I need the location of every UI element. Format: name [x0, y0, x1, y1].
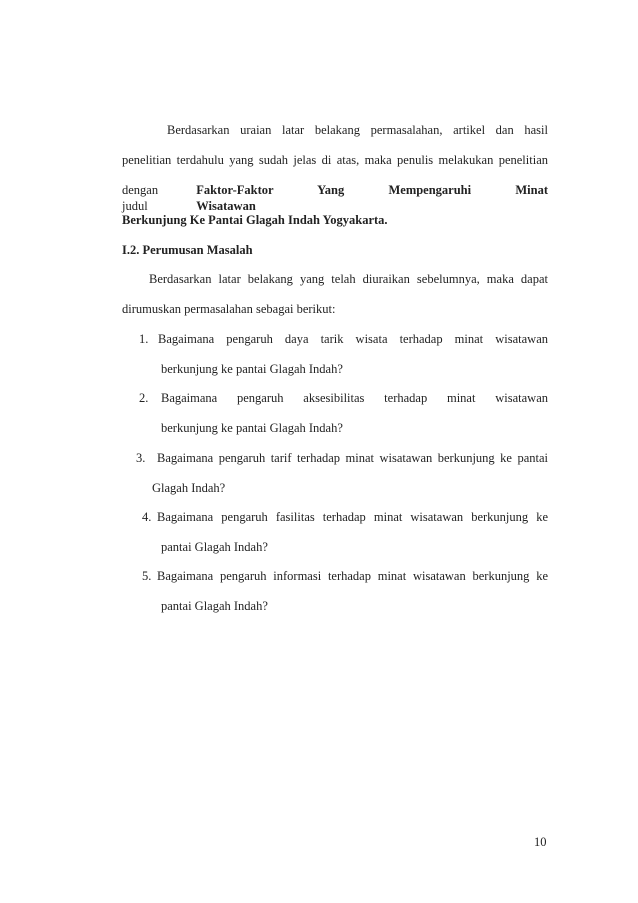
question-4-line1: Bagaimana pengaruh fasilitas terhadap minat wisatawan berkunjung ke	[157, 510, 548, 524]
section-heading: I.2. Perumusan Masalah	[122, 243, 253, 257]
question-2-line1: Bagaimana pengaruh aksesibilitas terhadap minat wisatawan	[161, 391, 548, 405]
question-4-number: 4.	[142, 510, 152, 524]
question-1-line2: berkunjung ke pantai Glagah Indah?	[161, 362, 343, 376]
paragraph1-line3-plain: dengan judul	[122, 183, 159, 213]
section-intro-line1: Berdasarkan latar belakang yang telah diuraikan sebelumnya, maka dapat	[149, 272, 548, 286]
question-1-line1: Bagaimana pengaruh daya tarik wisata terhadap minat wisatawan	[158, 332, 548, 346]
question-1-number: 1.	[139, 332, 149, 346]
section-intro-line2: dirumuskan permasalahan sebagai berikut:	[122, 302, 336, 316]
question-5-line1: Bagaimana pengaruh informasi terhadap minat wisatawan berkunjung ke	[157, 569, 548, 583]
question-3-line1: Bagaimana pengaruh tarif terhadap minat wisatawan berkunjung ke pantai	[157, 451, 548, 465]
question-2-number: 2.	[139, 391, 149, 405]
paragraph1-line3	[122, 182, 548, 214]
question-5-number: 5.	[142, 569, 152, 583]
question-2-line2: berkunjung ke pantai Glagah Indah?	[161, 421, 343, 435]
paragraph1-line2: penelitian terdahulu yang sudah jelas di atas, maka penulis melakukan penelitian	[122, 153, 548, 167]
paragraph1-title-part2: Berkunjung Ke Pantai Glagah Indah Yogyakarta.	[122, 213, 388, 227]
paragraph1-title-part1: Faktor-Faktor Yang Mempengaruhi Minat Wisatawan	[196, 183, 548, 213]
page-number: 10	[534, 835, 547, 849]
question-3-line2: Glagah Indah?	[152, 481, 226, 495]
question-3-number: 3.	[136, 451, 146, 465]
paragraph1-line1: Berdasarkan uraian latar belakang permasalahan, artikel dan hasil	[167, 123, 548, 137]
question-4-line2: pantai Glagah Indah?	[161, 540, 268, 554]
question-5-line2: pantai Glagah Indah?	[161, 599, 268, 613]
